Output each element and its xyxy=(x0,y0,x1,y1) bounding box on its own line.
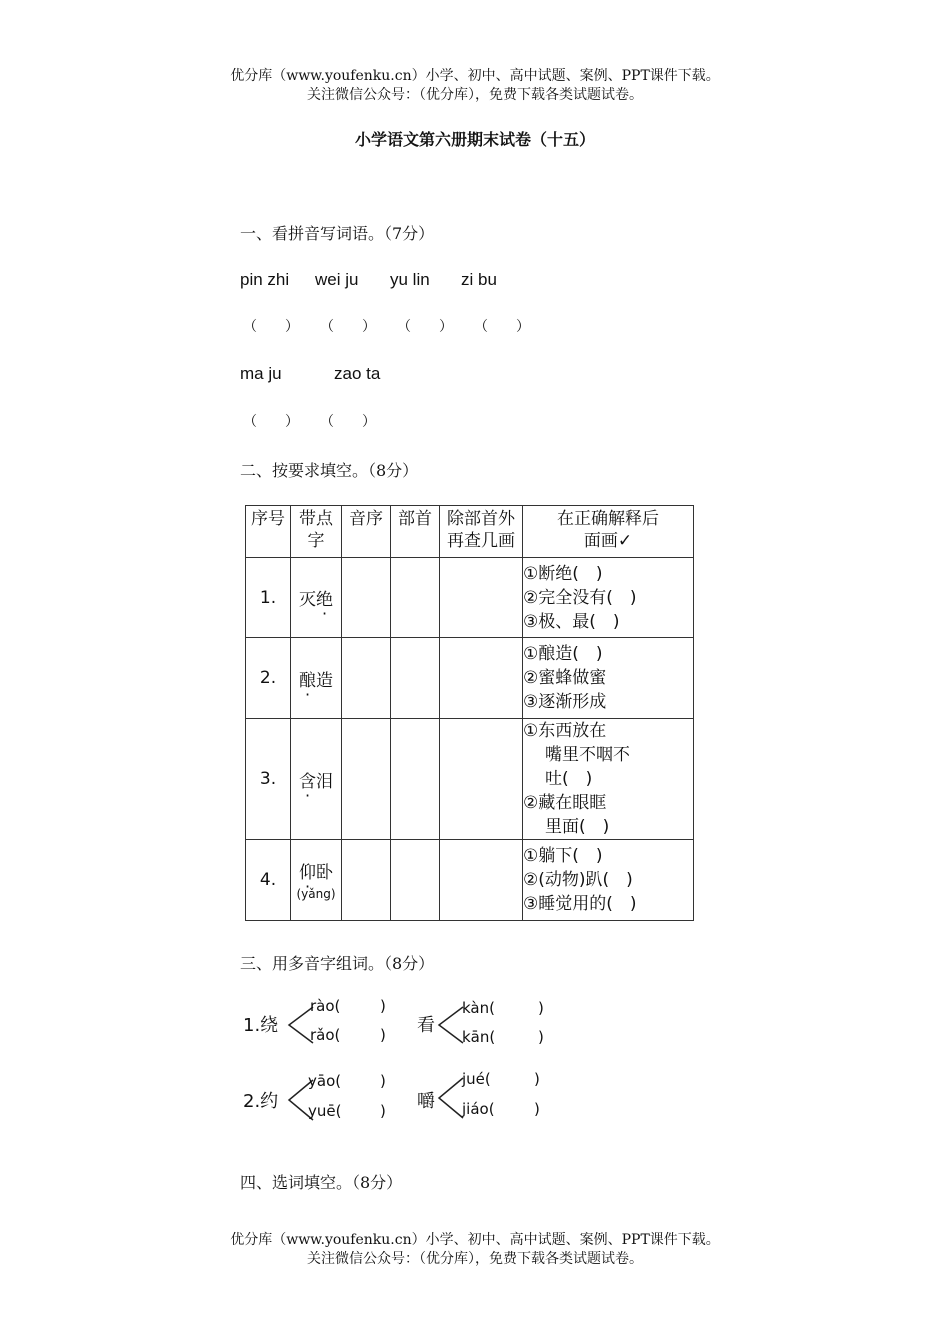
header-line-1: 优分库（www.youfenku.cn）小学、初中、高中试题、案例、PPT课件下载。 xyxy=(230,68,720,84)
explanation-item: ②藏在眼眶 xyxy=(523,793,607,813)
header-text: 除部首外 xyxy=(447,509,515,529)
answer-cell[interactable] xyxy=(440,558,523,638)
word-char: 卧 xyxy=(316,862,333,883)
row-number: 1. xyxy=(246,558,291,638)
pinyin-option: yuē( xyxy=(308,1102,342,1120)
header-text: 部首 xyxy=(398,509,432,529)
header-text: 再查几画 xyxy=(447,531,515,551)
explanation-item: ②蜜蜂做蜜 xyxy=(523,668,607,688)
header-text: 在正确解释后 xyxy=(557,509,659,529)
close-paren: ) xyxy=(380,997,386,1015)
header-cell xyxy=(391,506,440,558)
pinyin-option: yāo( xyxy=(308,1072,342,1090)
pinyin-item: yu lin xyxy=(390,270,430,289)
pinyin-option: jiáo( xyxy=(462,1100,495,1118)
pinyin-item: pin zhi xyxy=(240,270,290,289)
header-text: 字 xyxy=(307,531,325,551)
close-paren: ) xyxy=(380,1102,386,1120)
header-cell xyxy=(246,506,291,558)
page-title: 小学语文第六册期末试卷（十五） xyxy=(354,130,595,149)
explanation-item: ①断绝( ) xyxy=(523,563,603,584)
pinyin-item: wei ju xyxy=(315,270,359,289)
fill-table xyxy=(245,505,694,921)
pinyin-note: (yǎng) xyxy=(296,886,336,901)
polyphone-char: 看 xyxy=(417,1015,435,1036)
explanation-cell xyxy=(523,719,694,840)
table-row xyxy=(246,840,694,921)
answer-cell[interactable] xyxy=(342,558,391,638)
answer-cell[interactable] xyxy=(342,719,391,840)
close-paren: ) xyxy=(534,1100,540,1118)
section-2-heading: 二、按要求填空。（8分） xyxy=(240,461,419,480)
header-cell xyxy=(291,506,342,558)
explanation-item: ③极、最( ) xyxy=(523,611,620,632)
explanation-item: ①酿造( ) xyxy=(523,644,603,664)
pinyin-option: rào( xyxy=(310,997,341,1015)
answer-cell[interactable] xyxy=(342,638,391,719)
explanation-cell xyxy=(523,840,694,921)
word-char: 造 xyxy=(316,670,333,691)
polyphone-char: 嚼 xyxy=(417,1091,435,1112)
pinyin-option: kān( xyxy=(462,1028,496,1046)
polyphone-char: 2.约 xyxy=(243,1091,279,1112)
close-paren: ) xyxy=(380,1026,386,1044)
pinyin-option: jué( xyxy=(462,1070,491,1088)
answer-parens: （ ） xyxy=(474,319,530,335)
header-text: 面画✓ xyxy=(583,531,633,551)
answer-parens: （ ） xyxy=(243,414,299,430)
word-char: 泪 xyxy=(316,771,333,792)
explanation-item: ①东西放在 xyxy=(523,721,607,741)
section-1-heading: 一、看拼音写词语。（7分） xyxy=(240,224,435,243)
explanation-item: ②完全没有( ) xyxy=(523,587,637,608)
header-text: 带点 xyxy=(299,509,333,529)
dotted-char: 酿 xyxy=(299,670,316,691)
explanation-item: ③睡觉用的( ) xyxy=(523,894,637,914)
pinyin-item: ma ju xyxy=(240,364,282,383)
pinyin-item: zi bu xyxy=(461,270,497,289)
dotted-word xyxy=(291,719,342,840)
header-cell xyxy=(440,506,523,558)
pinyin-option: rǎo( xyxy=(310,1026,341,1044)
dotted-word xyxy=(291,840,342,921)
explanation-item: 嘴里不咽不 xyxy=(545,745,630,765)
header-text: 音序 xyxy=(349,509,383,529)
dotted-char: 含 xyxy=(299,771,316,792)
dotted-word xyxy=(291,638,342,719)
dotted-word xyxy=(291,558,342,638)
dotted-char: 绝 xyxy=(316,590,333,610)
answer-cell[interactable] xyxy=(391,719,440,840)
table-row xyxy=(246,638,694,719)
explanation-cell xyxy=(523,638,694,719)
section-3-heading: 三、用多音字组词。（8分） xyxy=(240,954,435,973)
row-number: 3. xyxy=(246,719,291,840)
answer-parens: （ ） xyxy=(397,319,453,335)
close-paren: ) xyxy=(538,999,544,1017)
dotted-char: 仰 xyxy=(299,862,316,883)
answer-cell[interactable] xyxy=(391,638,440,719)
footer-line-2: 关注微信公众号：（优分库），免费下载各类试题试卷。 xyxy=(307,1251,643,1267)
close-paren: ) xyxy=(538,1028,544,1046)
header-cell xyxy=(342,506,391,558)
answer-cell[interactable] xyxy=(440,638,523,719)
explanation-item: ①躺下( ) xyxy=(523,846,603,866)
footer-line-1: 优分库（www.youfenku.cn）小学、初中、高中试题、案例、PPT课件下载。 xyxy=(230,1232,720,1248)
answer-cell[interactable] xyxy=(391,558,440,638)
answer-parens: （ ） xyxy=(320,319,376,335)
explanation-item: ③逐渐形成 xyxy=(523,692,607,712)
close-paren: ) xyxy=(380,1072,386,1090)
explanation-item: 吐( ) xyxy=(545,769,593,789)
answer-parens: （ ） xyxy=(320,414,376,430)
pinyin-option: kàn( xyxy=(462,999,495,1017)
row-number: 4. xyxy=(246,840,291,921)
answer-cell[interactable] xyxy=(342,840,391,921)
header-line-2: 关注微信公众号：（优分库），免费下载各类试题试卷。 xyxy=(307,87,643,103)
answer-cell[interactable] xyxy=(440,719,523,840)
explanation-item: ②(动物)趴( ) xyxy=(523,870,633,890)
word-char: 灭 xyxy=(299,590,316,610)
header-cell xyxy=(523,506,694,558)
answer-parens: （ ） xyxy=(243,319,299,335)
table-header-row xyxy=(246,506,694,558)
pinyin-item: zao ta xyxy=(334,364,381,383)
row-number: 2. xyxy=(246,638,291,719)
section-4-heading: 四、选词填空。（8分） xyxy=(240,1173,403,1192)
header-text: 序号 xyxy=(251,509,285,529)
explanation-item: 里面( ) xyxy=(545,817,610,837)
table-row xyxy=(246,719,694,840)
answer-cell[interactable] xyxy=(440,840,523,921)
polyphone-char: 1.绕 xyxy=(243,1015,279,1036)
explanation-cell xyxy=(523,558,694,638)
answer-cell[interactable] xyxy=(391,840,440,921)
table-row xyxy=(246,558,694,638)
close-paren: ) xyxy=(534,1070,540,1088)
